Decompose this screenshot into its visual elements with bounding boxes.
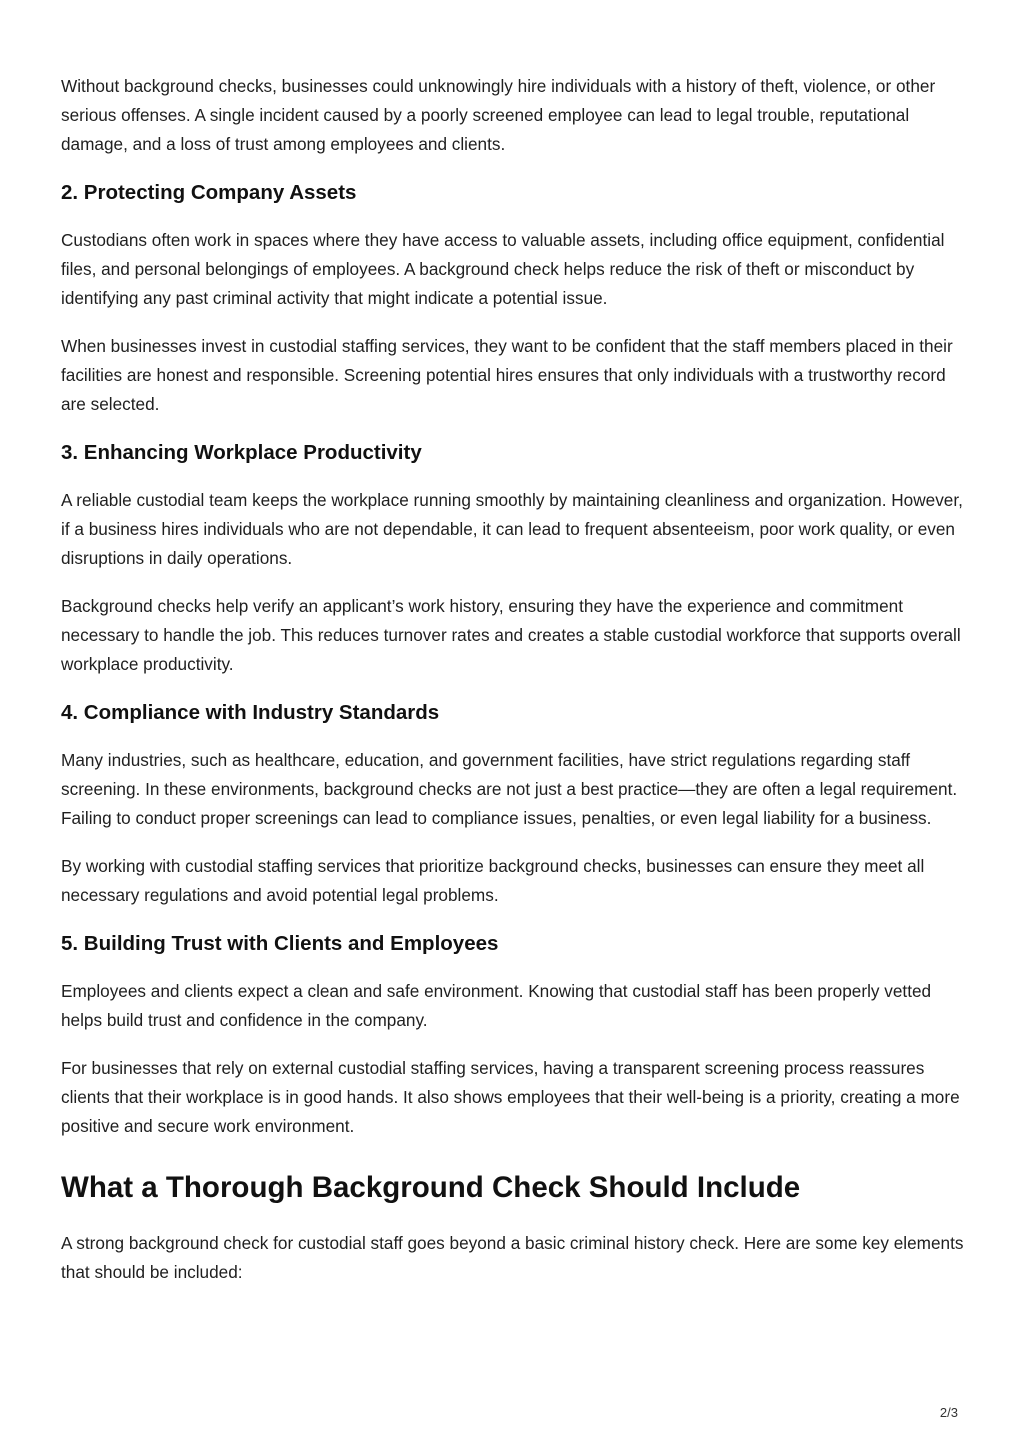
paragraph-transparent-screening: For businesses that rely on external custodial staffing services, having a transparent screening process reassures clients that their workplace is in good hands. It also shows employees that their well-being is a priority, creating a more positive and secure work environment. — [61, 1058, 960, 1136]
page-number: 2/3 — [939, 1405, 958, 1420]
paragraph-regulations: Many industries, such as healthcare, education, and government facilities, have strict regulations regarding staff screening. In these environments, background checks are not just a best practice—they are often a legal requirement. Failing to conduct proper screenings can lead to compliance issues, penalties, or even legal liability for a business. — [61, 750, 958, 828]
paragraph-assets-access: Custodians often work in spaces where they have access to valuable assets, including office equipment, confidential files, and personal belongings of employees. A background check helps reduce the risk of theft or misconduct by identifying any past criminal activity that might indicate a potential issue. — [61, 230, 945, 308]
heading-thorough-background-check: What a Thorough Background Check Should Include — [61, 1171, 801, 1204]
heading-protecting-company-assets: 2. Protecting Company Assets — [61, 181, 357, 204]
heading-industry-compliance: 4. Compliance with Industry Standards — [61, 701, 440, 724]
paragraph-reliable-team: A reliable custodial team keeps the workplace running smoothly by maintaining cleanliness and organization. However, if a business hires individuals who are not dependable, it can lead to frequent absenteeism, poor work quality, or even disruptions in daily operations. — [61, 490, 963, 568]
paragraph-meet-regulations: By working with custodial staffing services that prioritize background checks, businesses can ensure they meet all necessary regulations and avoid potential legal problems. — [61, 856, 925, 905]
paragraph-verify-history: Background checks help verify an applicant’s work history, ensuring they have the experience and commitment necessary to handle the job. This reduces turnover rates and creates a stable custodial workforce that supports overall workplace productivity. — [61, 596, 961, 674]
paragraph-staffing-confidence: When businesses invest in custodial staffing services, they want to be confident that the staff members placed in their facilities are honest and responsible. Screening potential hires ensures that only individuals with a trustworthy record are selected. — [61, 336, 953, 414]
paragraph-background-risk: Without background checks, businesses could unknowingly hire individuals with a history of theft, violence, or other serious offenses. A single incident caused by a poorly screened employee can lead to legal trouble, reputational damage, and a loss of trust among employees and clients. — [61, 76, 936, 154]
document-body — [61, 72, 966, 1306]
paragraph-key-elements: A strong background check for custodial staff goes beyond a basic criminal history check. Here are some key elements that should be included: — [61, 1233, 964, 1282]
heading-building-trust: 5. Building Trust with Clients and Employees — [61, 932, 499, 955]
heading-workplace-productivity: 3. Enhancing Workplace Productivity — [61, 441, 422, 464]
paragraph-clean-environment: Employees and clients expect a clean and safe environment. Knowing that custodial staff has been properly vetted helps build trust and confidence in the company. — [61, 981, 932, 1030]
